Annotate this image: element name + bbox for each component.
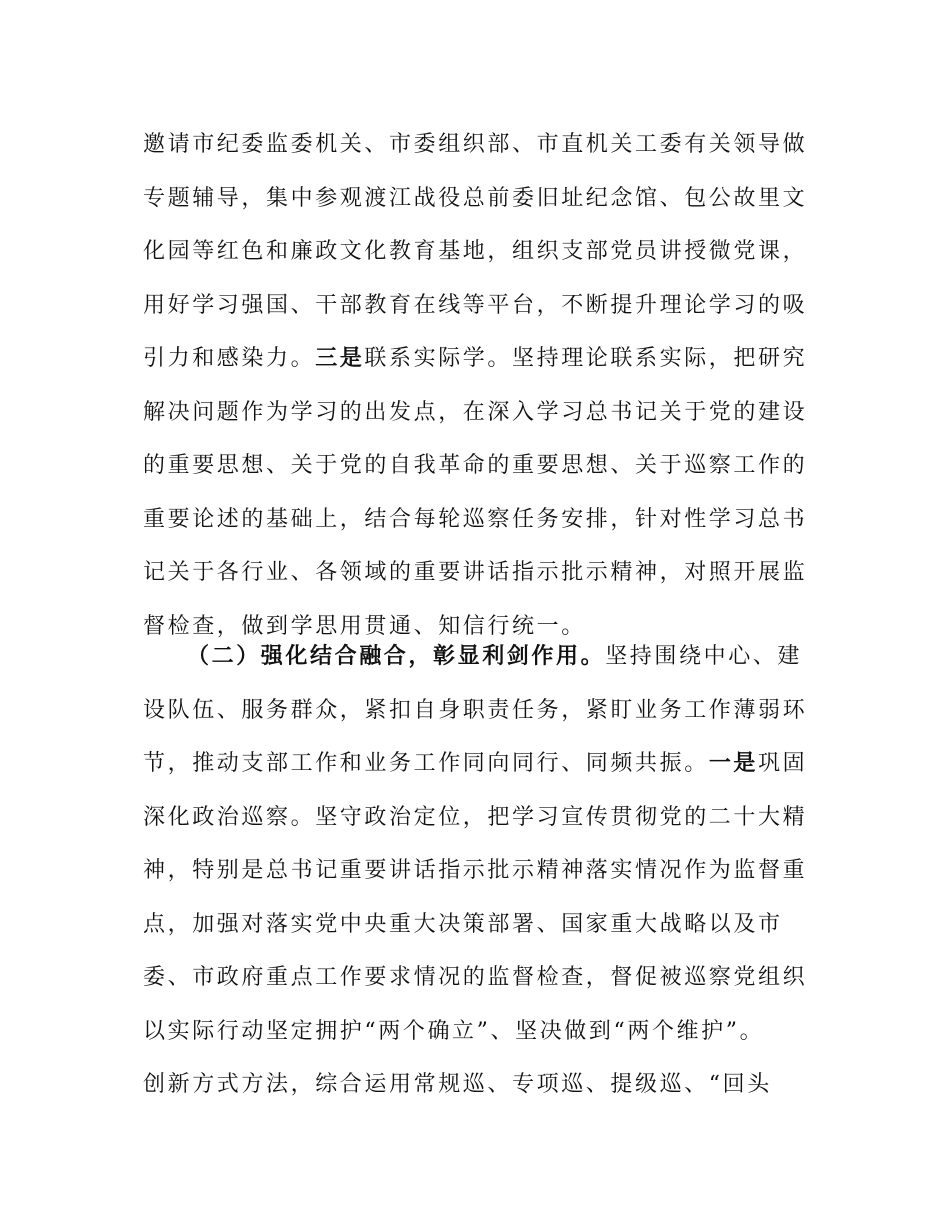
- text-run: 的重要思想、关于党的自我革命的重要思想、关于巡察工作的: [143, 453, 808, 478]
- text-run: 邀请市纪委监委机关、市委组织部、市直机关工委有关领导做: [143, 132, 808, 157]
- text-run: 巩固: [758, 751, 808, 776]
- text-run: 节，推动支部工作和业务工作同向同行、同频共振。: [143, 751, 709, 776]
- text-line: [143, 225, 813, 279]
- text-line: [143, 279, 813, 333]
- text-run: 用好学习强国、干部教育在线等平台，不断提升理论学习的吸: [143, 292, 808, 318]
- text-run: 坚持围绕中心、建: [605, 644, 803, 669]
- text-line: [143, 439, 813, 493]
- text-run: 督检查，做到学思用贯通、知信行统一。: [143, 613, 586, 639]
- text-line: [143, 630, 813, 684]
- text-run: 化园等红色和廉政文化教育基地，组织支部党员讲授微党课，: [143, 239, 808, 264]
- text-line: [143, 386, 813, 440]
- text-line: [143, 546, 813, 600]
- text-run: 深化政治巡察。坚守政治定位，把学习宣传贯彻党的二十大精: [143, 804, 808, 830]
- text-run: 专题辅导，集中参观渡江战役总前委旧址纪念馆、包公故里文: [143, 185, 808, 211]
- text-line: [143, 1058, 813, 1112]
- text-run: 点，加强对落实党中央重大决策部署、国家重大战略以及市: [143, 911, 783, 937]
- text-line: [143, 332, 813, 386]
- text-run: 设队伍、服务群众，紧扣自身职责任务，紧盯业务工作薄弱环: [143, 697, 808, 723]
- text-run: 记关于各行业、各领域的重要讲话指示批示精神，对照开展监: [143, 560, 808, 585]
- text-run: 创新方式方法，综合运用常规巡、专项巡、提级巡、“回头: [143, 1072, 772, 1097]
- text-line: [143, 951, 813, 1005]
- paragraph-study-methods: [143, 118, 813, 653]
- text-line: [143, 684, 813, 738]
- text-run: 引力和感染力。: [143, 346, 316, 371]
- text-line: [143, 737, 813, 791]
- text-line: [143, 898, 813, 952]
- text-line: [143, 1005, 813, 1059]
- text-run: 以实际行动坚定拥护“两个确立”、坚决做到“两个维护”。: [143, 1018, 765, 1044]
- text-line: [143, 118, 813, 172]
- text-run: 解决问题作为学习的出发点，在深入学习总书记关于党的建设: [143, 399, 808, 425]
- text-run: 委、市政府重点工作要求情况的监督检查，督促被巡察党组织: [143, 965, 808, 990]
- bold-lead-phrase: 三是: [315, 346, 365, 371]
- text-line: [143, 844, 813, 898]
- text-run: 神，特别是总书记重要讲话指示批示精神落实情况作为监督重: [143, 858, 808, 883]
- text-line: [143, 493, 813, 547]
- text-line: [143, 791, 813, 845]
- text-run: 联系实际学。坚持理论联系实际，把研究: [364, 346, 808, 371]
- section-heading: （二）强化结合融合，彰显利剑作用。: [187, 644, 606, 669]
- text-run: 重要论述的基础上，结合每轮巡察任务安排，针对性学习总书: [143, 506, 808, 532]
- bold-lead-phrase: 一是: [708, 751, 759, 776]
- paragraph-section-two: [143, 630, 813, 1112]
- text-line: [143, 172, 813, 226]
